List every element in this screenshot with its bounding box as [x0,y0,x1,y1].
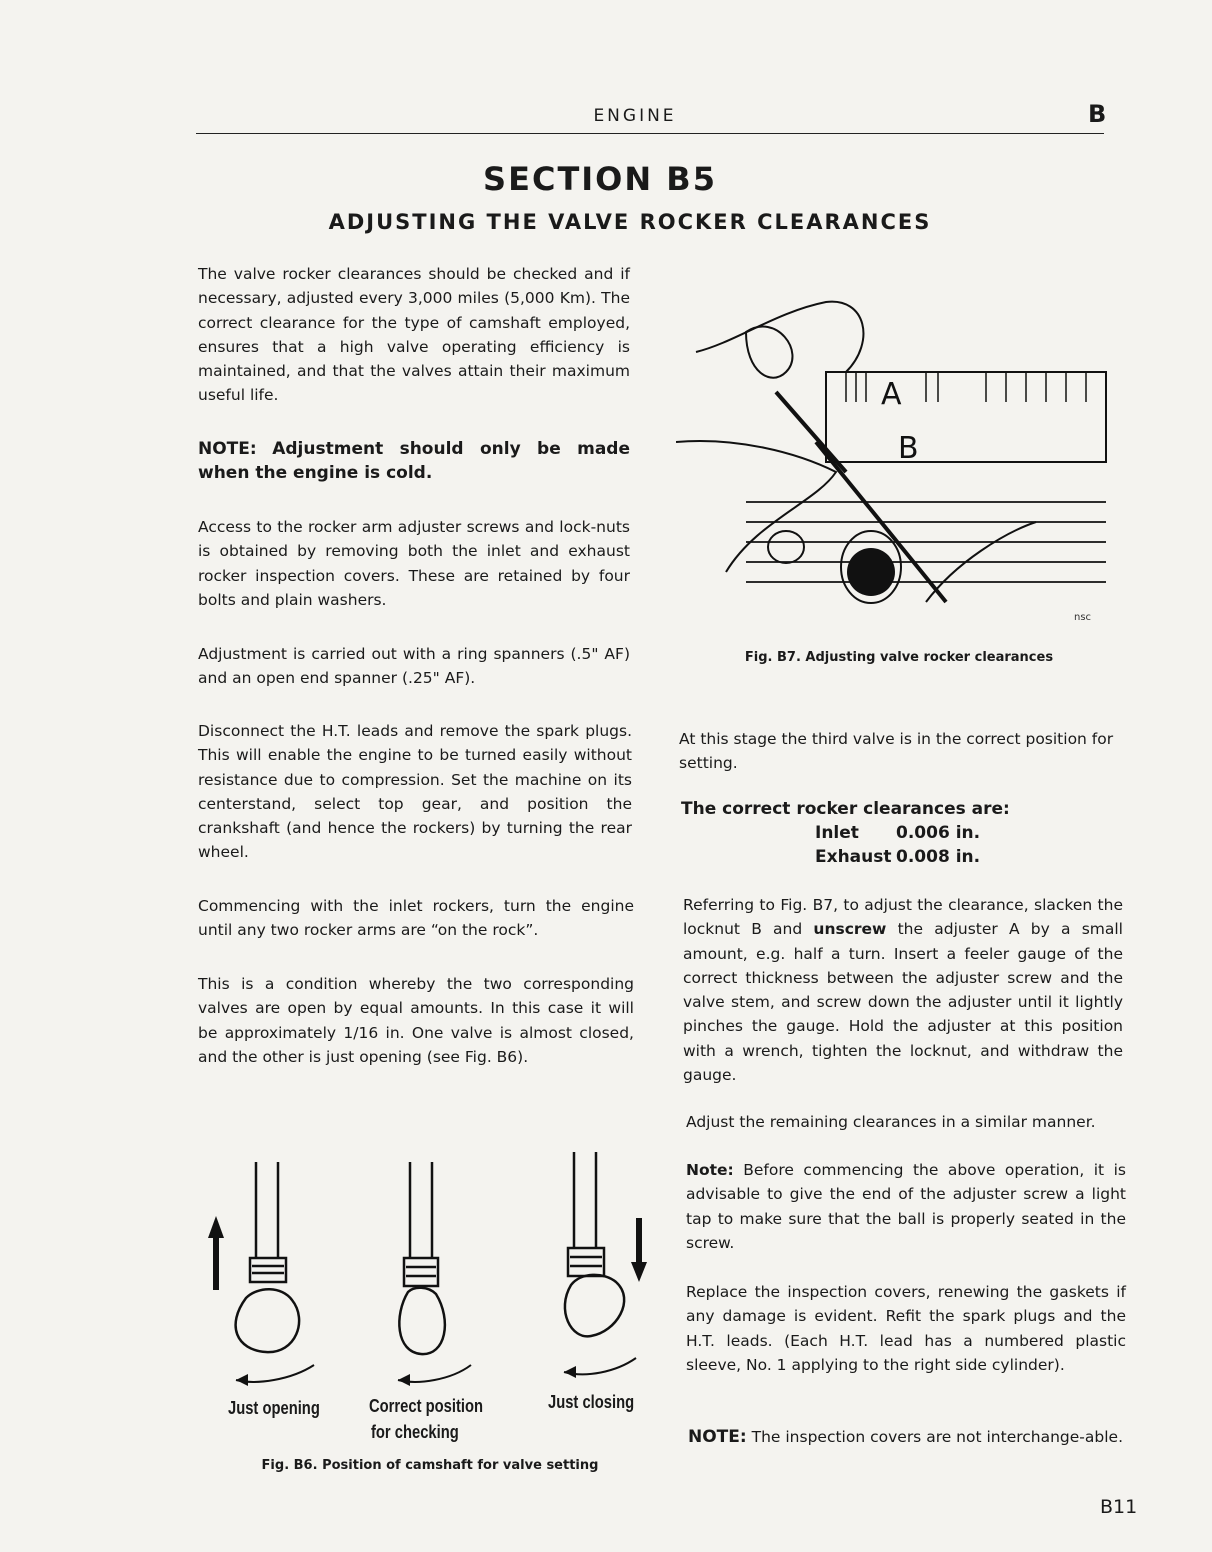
procedure-unscrew: unscrew [813,920,887,939]
fig-b7-adjusting-illustration [676,272,1116,632]
preparation-paragraph: Disconnect the H.T. leads and remove the spark plugs. This will enable the engine to be turned easily without resistance due to compression. Set the machine on its centerstand, select top gear, and position the crankshaft (and hence the rockers) by turning the rear wheel. [198,722,632,862]
fig-b6-caption: Fig. B6. Position of camshaft for valve setting [261,1458,599,1473]
ring-spanner-upper [746,327,792,378]
upper-hand [696,302,863,372]
on-the-rock-paragraph: This is a condition whereby the two corresponding valves are open by equal amounts. In this case it will be approximately 1/16 in. One valve is almost closed, and the other is just opening (see Fig. B6). [198,975,634,1066]
inlet-clearance-value: 0.006 in. [896,823,981,843]
label-for-checking: for checking [371,1422,459,1442]
up-arrow-shaft [213,1234,219,1290]
fig-b6-camshaft-diagram [196,1140,666,1400]
label-just-closing: Just closing [548,1392,635,1412]
rotation-arrow-1 [236,1374,248,1386]
third-valve-paragraph: At this stage the third valve is in the correct position for setting. [679,730,1114,773]
tappet-just-closing [564,1152,636,1374]
tappet-correct-position [398,1162,471,1382]
remaining-clearances-paragraph: Adjust the remaining clearances in a similar manner. [686,1113,1096,1131]
rotation-arrow-2 [398,1374,410,1386]
lower-hand [676,441,836,572]
note3-label: NOTE: [688,1427,747,1447]
section-letter: B [1088,100,1107,128]
note-label: NOTE: [198,439,257,459]
label-correct-position: Correct position [369,1396,483,1416]
replace-covers-paragraph: Replace the inspection covers, renewing the gaskets if any damage is evident. Refit the spark plugs and the H.T. leads. (Each H.T. lead has a numbered plastic sleeve, No. 1 applying to the right side cylinder). [686,1283,1126,1374]
exhaust-label: Exhaust [815,847,892,867]
exhaust-clearance-value: 0.008 in. [896,847,981,867]
inlet-label: Inlet [815,823,859,843]
access-paragraph: Access to the rocker arm adjuster screws and lock-nuts is obtained by removing both the inlet and exhaust rocker inspection covers. These are retained by four bolts and plain washers. [198,518,630,609]
procedure-text-b: the adjuster A by a small amount, e.g. half a turn. Insert a feeler gauge of the correct thickness between the adjuster screw and the valve stem, and screw down the adjuster until it lightly pinches the gauge. Hold the adjuster at this position with a wrench, tighten the locknut, and withdraw the gauge. [683,920,1123,1085]
intro-paragraph: The valve rocker clearances should be checked and if necessary, adjusted every 3,000 miles (5,000 Km). The correct clearance for the type of camshaft employed, ensures that a high valve operating efficiency is maintained, and that the valves attain their maximum useful life. [198,265,630,405]
label-a: A [881,377,902,412]
rotation-arrow-3 [564,1366,576,1378]
tappet-just-opening [236,1162,314,1382]
feeler-gauge-handle [776,392,846,472]
section-subtitle: ADJUSTING THE VALVE ROCKER CLEARANCES [328,210,932,234]
page-number: B11 [1100,1496,1138,1518]
adjuster-screw-note [686,1158,1126,1255]
section-title: SECTION B5 [483,160,717,198]
label-just-opening: Just opening [228,1398,320,1418]
port-shadow [847,548,895,596]
running-header: ENGINE [593,106,677,126]
inlet-rockers-paragraph: Commencing with the inlet rockers, turn the engine until any two rocker arms are “on the rock”. [198,897,634,940]
cold-engine-note [198,437,630,486]
motion-arrows [208,1216,647,1386]
interchange-note [688,1425,1128,1449]
ring-spanner-head [768,531,804,563]
down-arrow-shaft [636,1218,642,1266]
illustrator-credit: nsc [1074,612,1092,623]
cylinder-fins [746,502,1106,582]
header-divider [196,133,1104,134]
adjustment-procedure-paragraph [683,893,1123,1087]
rocker-box [826,372,1106,462]
fig-b7-caption: Fig. B7. Adjusting valve rocker clearances [744,650,1054,665]
spanner-paragraph: Adjustment is carried out with a ring spanners (.5" AF) and an open end spanner (.25" AF). [198,645,630,688]
note2-label: Note: [686,1161,734,1179]
down-arrow-head [631,1262,647,1282]
label-b: B [898,431,919,466]
note-text: Adjustment should only be made when the engine is cold. [198,439,630,484]
note3-text: The inspection covers are not interchange-able. [751,1428,1124,1446]
note2-text: Before commencing the above operation, it is advisable to give the end of the adjuster screw a light tap to make sure that the ball is properly seated in the screw. [686,1161,1126,1252]
clearances-heading: The correct rocker clearances are: [681,799,1010,819]
up-arrow-head [208,1216,224,1238]
procedure-text-a: Referring to Fig. B7, to adjust the clearance, slacken the locknut B and [683,896,1123,939]
